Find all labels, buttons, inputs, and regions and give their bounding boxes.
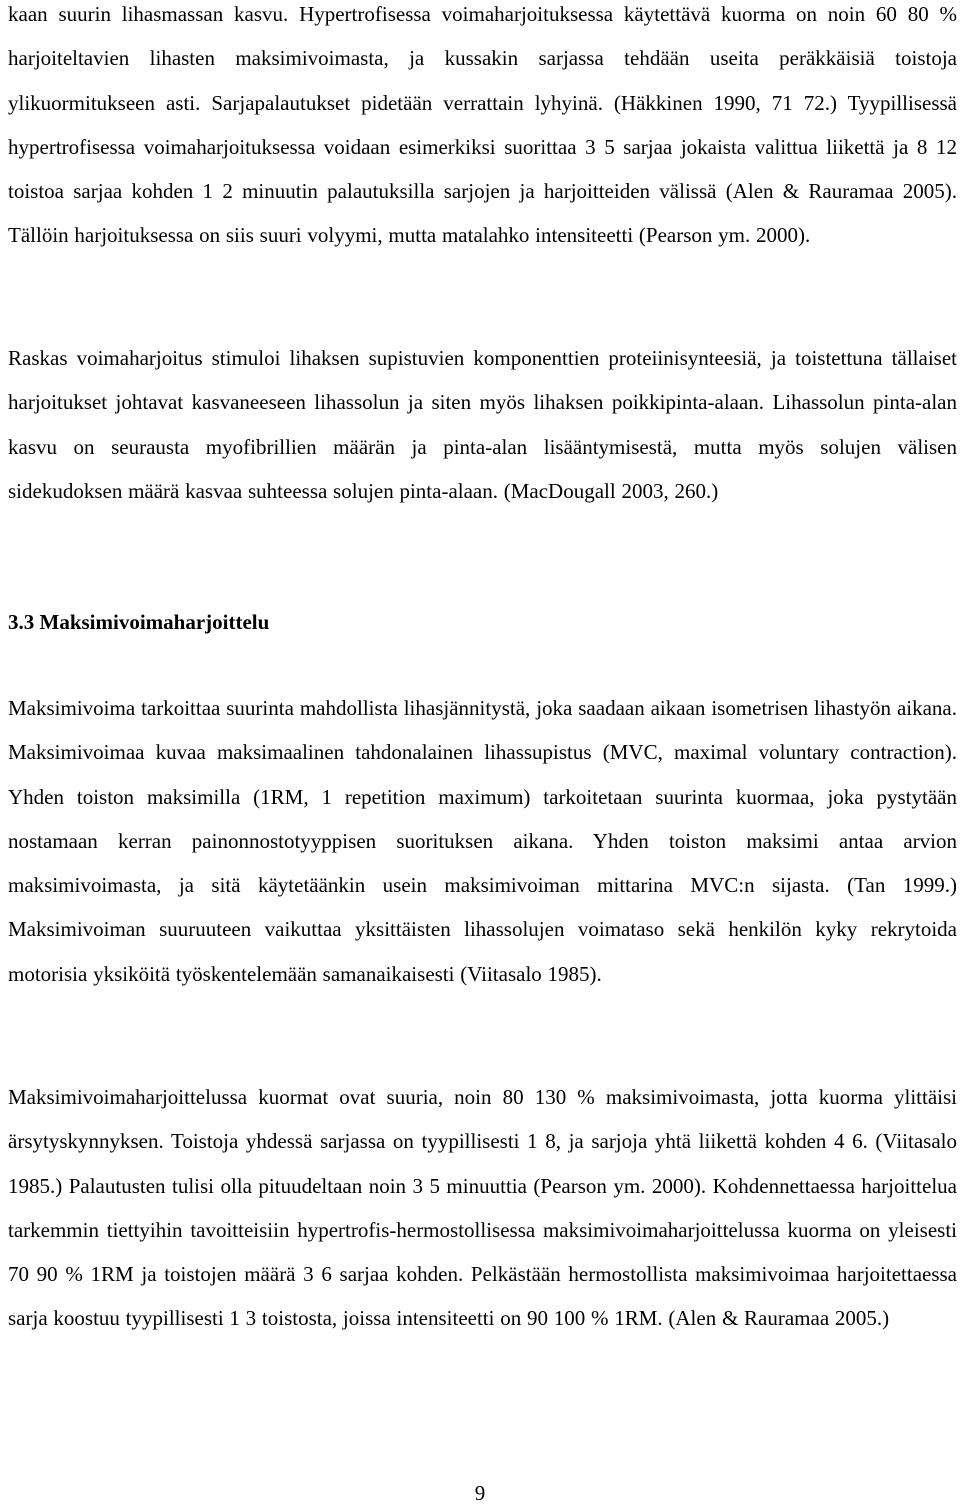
paragraph-maximal-strength-definition: Maksimivoima tarkoittaa suurinta mahdollista lihasjännitystä, joka saadaan aikaan isometrisen lihastyön aikana. Maksimivoimaa kuvaa maksimaalinen tahdonalainen lihassupistus (MVC, maximal voluntary contraction). Yhden toiston maksimilla (1RM, 1 repetition maximum) tarkoitetaan suurinta kuormaa, joka pystytään nostamaan kerran painonnostotyyppisen suorituksen aikana. Yhden toiston maksimi antaa arvion maksimivoimasta, ja sitä käytetäänkin usein maksimivoiman mittarina MVC:n sijasta. (Tan 1999.) Maksimivoiman suuruuteen vaikuttaa yksittäisten lihassolujen voimataso sekä henkilön kyky rekrytoida motorisia yksiköitä työskentelemään samanaikaisesti (Viitasalo 1985). [8,696,957,986]
paragraph-hypertrophy-training: kaan suurin lihasmassan kasvu. Hypertrofisessa voimaharjoituksessa käytettävä kuorma on noin 60 80 % harjoiteltavien lihasten maksimivoimasta, ja kussakin sarjassa tehdään useita peräkkäisiä toistoja ylikuormitukseen asti. Sarjapalautukset pidetään verrattain lyhyinä. (Häkkinen 1990, 71 72.) Tyypillisessä hypertrofisessa voimaharjoituksessa voidaan esimerkiksi suorittaa 3 5 sarjaa jokaista valittua liikettä ja 8 12 toistoa sarjaa kohden 1 2 minuutin palautuksilla sarjojen ja harjoitteiden välissä (Alen & Rauramaa 2005). Tällöin harjoituksessa on siis suuri volyymi, mutta matalahko intensiteetti (Pearson ym. 2000). [8,2,957,248]
paragraph-heavy-strength-training: Raskas voimaharjoitus stimuloi lihaksen supistuvien komponenttien proteiinisynteesiä, ja toistettuna tällaiset harjoitukset johtavat kasvaneeseen lihassolun ja siten myös lihaksen poikkipinta-alaan. Lihassolun pinta-alan kasvu on seurausta myofibrillien määrän ja pinta-alan lisääntymisestä, mutta myös solujen välisen sidekudoksen määrä kasvaa suhteessa solujen pinta-alaan. (MacDougall 2003, 260.) [8,346,957,503]
page-number: 9 [474,1481,486,1505]
section-heading: 3.3 Maksimivoimaharjoittelu [8,610,270,634]
paragraph-maximal-strength-training: Maksimivoimaharjoittelussa kuormat ovat suuria, noin 80 130 % maksimivoimasta, jotta kuorma ylittäisi ärsytyskynnyksen. Toistoja yhdessä sarjassa on tyypillisesti 1 8, ja sarjoja yhtä liikettä kohden 4 6. (Viitasalo 1985.) Palautusten tulisi olla pituudeltaan noin 3 5 minuuttia (Pearson ym. 2000). Kohdennettaessa harjoittelua tarkemmin tiettyihin tavoitteisiin hypertrofis-hermostollisessa maksimivoimaharjoittelussa kuorma on yleisesti 70 90 % 1RM ja toistojen määrä 3 6 sarjaa kohden. Pelkästään hermostollista maksimivoimaa harjoitettaessa sarja koostuu tyypillisesti 1 3 toistosta, joissa intensiteetti on 90 100 % 1RM. (Alen & Rauramaa 2005.) [8,1085,957,1331]
